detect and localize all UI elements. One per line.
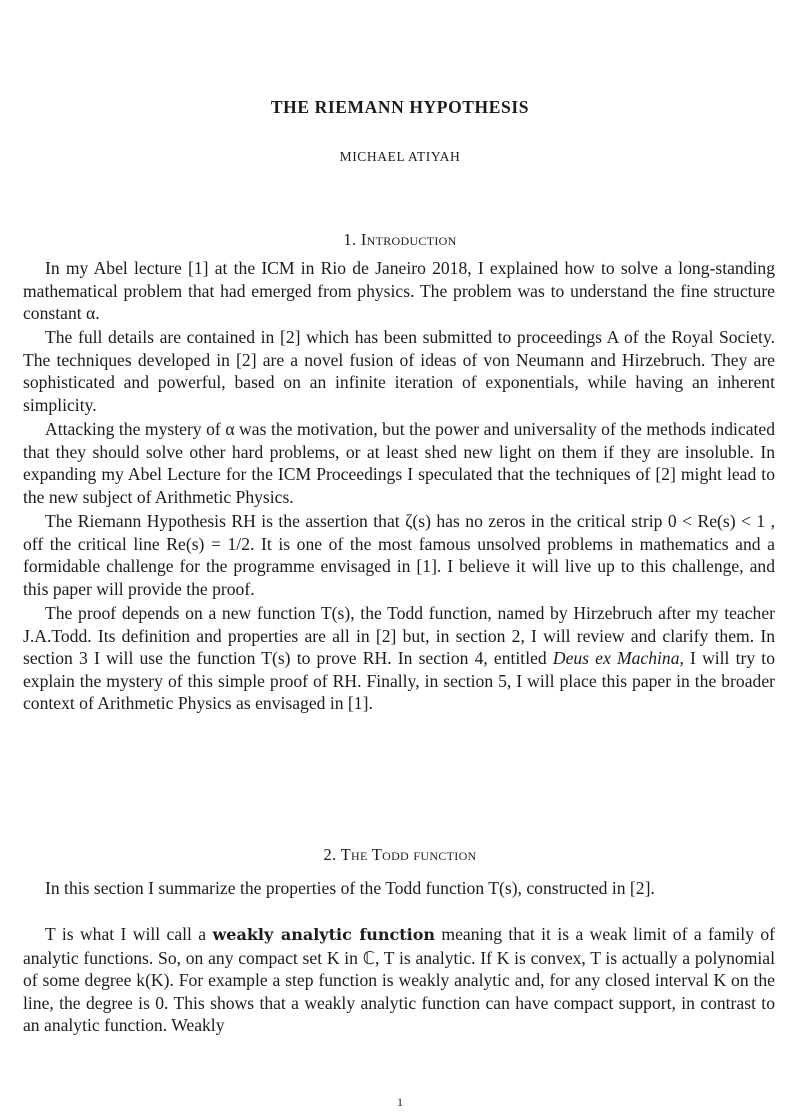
section-number: 1. [343, 230, 357, 249]
bold-term: weakly analytic function [212, 925, 436, 944]
paragraph-text: The proof depends on a new function T(s), the Todd function, named by Hirzebruch after my teacher J.A.Todd. Its definition and properties are all in [2] but, in section 2, I will review and clarify them. In section 3 I will use the function T(s) to prove RH. In section 4, entitled [23, 603, 775, 668]
paragraph: The full details are contained in [2] which has been submitted to proceedings A of the Royal Society. The techniques developed in [2] are a novel fusion of ideas of von Neumann and Hirzebruch. They are sophisticated and powerful, based on an infinite iteration of exponentials, while having an inherent simplicity. [23, 327, 775, 415]
paragraph: The Riemann Hypothesis RH is the assertion that ζ(s) has no zeros in the critical strip 0 < Re(s) < 1 , off the critical line Re(s) = 1/2. It is one of the most famous unsolved problems in mathematics and a formidable challenge for the programme envisaged in [1]. I believe it will live up to this challenge, and this paper will provide the proof. [23, 511, 775, 599]
paragraph: In this section I summarize the properties of the Todd function T(s), constructed in [2]. [45, 878, 655, 898]
paragraph [23, 602, 775, 715]
paragraph: Attacking the mystery of α was the motivation, but the power and universality of the methods indicated that they should solve other hard problems, or at least shed new light on them if they are insoluble. In expanding my Abel Lecture for the ICM Proceedings I speculated that the techniques of [2] might lead to the new subject of Arithmetic Physics. [23, 419, 775, 507]
section-name: Introduction [360, 230, 457, 249]
page-number: 1 [397, 1095, 403, 1109]
paragraph-text: T is what I will call a [45, 924, 213, 944]
paragraph-text: , I will try to explain the mystery of this simple proof of RH. Finally, in section 5, I will place this paper in the broader context of Arithmetic Physics as envisaged in [1]. [23, 648, 775, 713]
section-heading-todd-function [0, 845, 800, 865]
paragraph [23, 923, 775, 1037]
section-name: The Todd function [340, 845, 477, 864]
section-number: 2. [323, 845, 337, 864]
paragraph: In my Abel lecture [1] at the ICM in Rio de Janeiro 2018, I explained how to solve a long-standing mathematical problem that had emerged from physics. The problem was to understand the fine structure constant α. [23, 258, 775, 323]
paragraph-text: meaning that it is a weak limit of a family of analytic functions. So, on any compact set K in ℂ, T is analytic. If K is convex, T is actually a polynomial of some degree k(K). For example a step function is weakly analytic and, for any closed interval K on the line, the degree is 0. This shows that a weakly analytic function can have compact support, in contrast to an analytic function. Weakly [23, 924, 775, 1035]
emphasis-text: Deus ex Machina [552, 648, 680, 668]
paper-title: THE RIEMANN HYPOTHESIS [270, 97, 530, 117]
paper-author: MICHAEL ATIYAH [339, 149, 461, 164]
section-heading-introduction [0, 230, 800, 250]
